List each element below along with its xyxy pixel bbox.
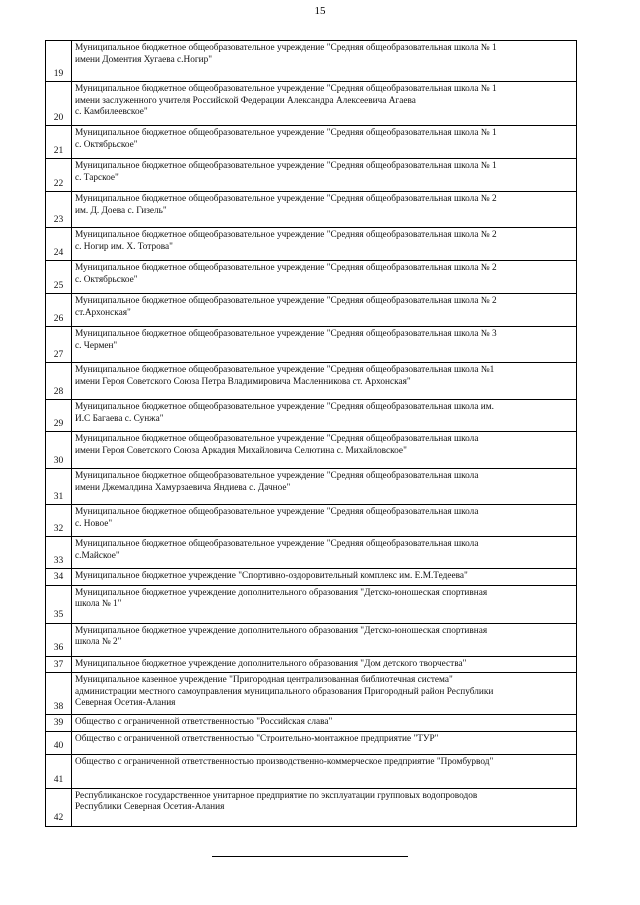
row-number: 37: [46, 656, 72, 673]
table-row: [46, 537, 577, 569]
table-row: [46, 327, 577, 363]
organization-name: Общество с ограниченной ответственностью "Российская слава": [72, 715, 577, 732]
table-row: [46, 126, 577, 159]
row-number: 36: [46, 623, 72, 656]
row-number: 34: [46, 569, 72, 586]
row-number: 42: [46, 788, 72, 826]
table-row: [46, 400, 577, 432]
row-number: 26: [46, 294, 72, 327]
row-number: 30: [46, 432, 72, 469]
row-number: 35: [46, 585, 72, 623]
table-row: [46, 715, 577, 732]
organization-name: Муниципальное бюджетное общеобразовательное учреждение "Средняя общеобразовательная школа им. И.С Багаева с. Сунжа": [72, 400, 577, 432]
table-row: [46, 192, 577, 228]
organization-name: Республиканское государственное унитарное предприятие по эксплуатации групповых водопроводов Республики Северная Осетия-Алания: [72, 788, 577, 826]
organization-name: Общество с ограниченной ответственностью производственно-коммерческое предприятие "Промбурвод": [72, 754, 577, 788]
organization-name: Муниципальное бюджетное учреждение дополнительного образования "Детско-юношеская спортивная школа № 2": [72, 623, 577, 656]
table-row: [46, 82, 577, 126]
organization-name: Муниципальное бюджетное общеобразовательное учреждение "Средняя общеобразовательная школа № 3 с. Чермен": [72, 327, 577, 363]
row-number: 19: [46, 41, 72, 82]
organization-name: Муниципальное бюджетное общеобразовательное учреждение "Средняя общеобразовательная школа № 2 ст.Архонская": [72, 294, 577, 327]
bottom-divider: [212, 856, 408, 857]
organization-name: Муниципальное бюджетное общеобразовательное учреждение "Средняя общеобразовательная школа с.Майское": [72, 537, 577, 569]
table-row: [46, 656, 577, 673]
table-row: [46, 623, 577, 656]
row-number: 31: [46, 469, 72, 505]
organization-name: Муниципальное бюджетное общеобразовательное учреждение "Средняя общеобразовательная школа имени Героя Советского Союза Аркадия Михайловича Селютина с. Михайловское": [72, 432, 577, 469]
row-number: 25: [46, 261, 72, 294]
row-number: 41: [46, 754, 72, 788]
row-number: 40: [46, 731, 72, 754]
organization-name: Муниципальное бюджетное учреждение дополнительного образования "Дом детского творчества": [72, 656, 577, 673]
organization-name: Общество с ограниченной ответственностью "Строительно-монтажное предприятие "ТУР": [72, 731, 577, 754]
page-number: 15: [314, 5, 326, 17]
table-row: [46, 754, 577, 788]
table-body: [46, 41, 577, 827]
table-row: [46, 788, 577, 826]
row-number: 39: [46, 715, 72, 732]
table-row: [46, 585, 577, 623]
table-row: [46, 363, 577, 400]
row-number: 33: [46, 537, 72, 569]
table-row: [46, 41, 577, 82]
table-row: [46, 505, 577, 537]
row-number: 23: [46, 192, 72, 228]
organization-name: Муниципальное бюджетное общеобразовательное учреждение "Средняя общеобразовательная школа с. Новое": [72, 505, 577, 537]
organizations-table: [45, 40, 577, 827]
organization-name: Муниципальное бюджетное общеобразовательное учреждение "Средняя общеобразовательная школа № 2 с. Октябрьское": [72, 261, 577, 294]
organization-name: Муниципальное бюджетное общеобразовательное учреждение "Средняя общеобразовательная школа № 1 с. Октябрьское": [72, 126, 577, 159]
table-row: [46, 673, 577, 715]
row-number: 24: [46, 228, 72, 261]
table-row: [46, 469, 577, 505]
row-number: 20: [46, 82, 72, 126]
organization-name: Муниципальное бюджетное общеобразовательное учреждение "Средняя общеобразовательная школа № 1 с. Тарское": [72, 159, 577, 192]
row-number: 38: [46, 673, 72, 715]
row-number: 21: [46, 126, 72, 159]
organization-name: Муниципальное бюджетное учреждение "Спортивно-оздоровительный комплекс им. Е.М.Тедеева": [72, 569, 577, 586]
row-number: 29: [46, 400, 72, 432]
row-number: 27: [46, 327, 72, 363]
table-row: [46, 261, 577, 294]
table-row: [46, 432, 577, 469]
organization-name: Муниципальное бюджетное общеобразовательное учреждение "Средняя общеобразовательная школа №1 имени Героя Советского Союза Петра Владимировича Масленникова ст. Архонская": [72, 363, 577, 400]
table-row: [46, 228, 577, 261]
row-number: 22: [46, 159, 72, 192]
organization-name: Муниципальное бюджетное общеобразовательное учреждение "Средняя общеобразовательная школа имени Джемалдина Хамурзаевича Яндиева с. Дачное": [72, 469, 577, 505]
table-row: [46, 159, 577, 192]
table-row: [46, 731, 577, 754]
row-number: 28: [46, 363, 72, 400]
organization-name: Муниципальное бюджетное общеобразовательное учреждение "Средняя общеобразовательная школа № 2 с. Ногир им. Х. Тотрова": [72, 228, 577, 261]
row-number: 32: [46, 505, 72, 537]
table-row: [46, 569, 577, 586]
organization-name: Муниципальное бюджетное учреждение дополнительного образования "Детско-юношеская спортивная школа № 1": [72, 585, 577, 623]
organization-name: Муниципальное казенное учреждение "Пригородная централизованная библиотечная система" администрации местного самоуправления муниципального образования Пригородный район Республики Северная Осетия-Алания: [72, 673, 577, 715]
organization-name: Муниципальное бюджетное общеобразовательное учреждение "Средняя общеобразовательная школа № 1 имени Доментия Хугаева с.Ногир": [72, 41, 577, 82]
organization-name: Муниципальное бюджетное общеобразовательное учреждение "Средняя общеобразовательная школа № 2 им. Д. Доева с. Гизель": [72, 192, 577, 228]
table-row: [46, 294, 577, 327]
organization-name: Муниципальное бюджетное общеобразовательное учреждение "Средняя общеобразовательная школа № 1 имени заслуженного учителя Российской Федерации Александра Алексеевича Агаева с. Камбилеевское": [72, 82, 577, 126]
